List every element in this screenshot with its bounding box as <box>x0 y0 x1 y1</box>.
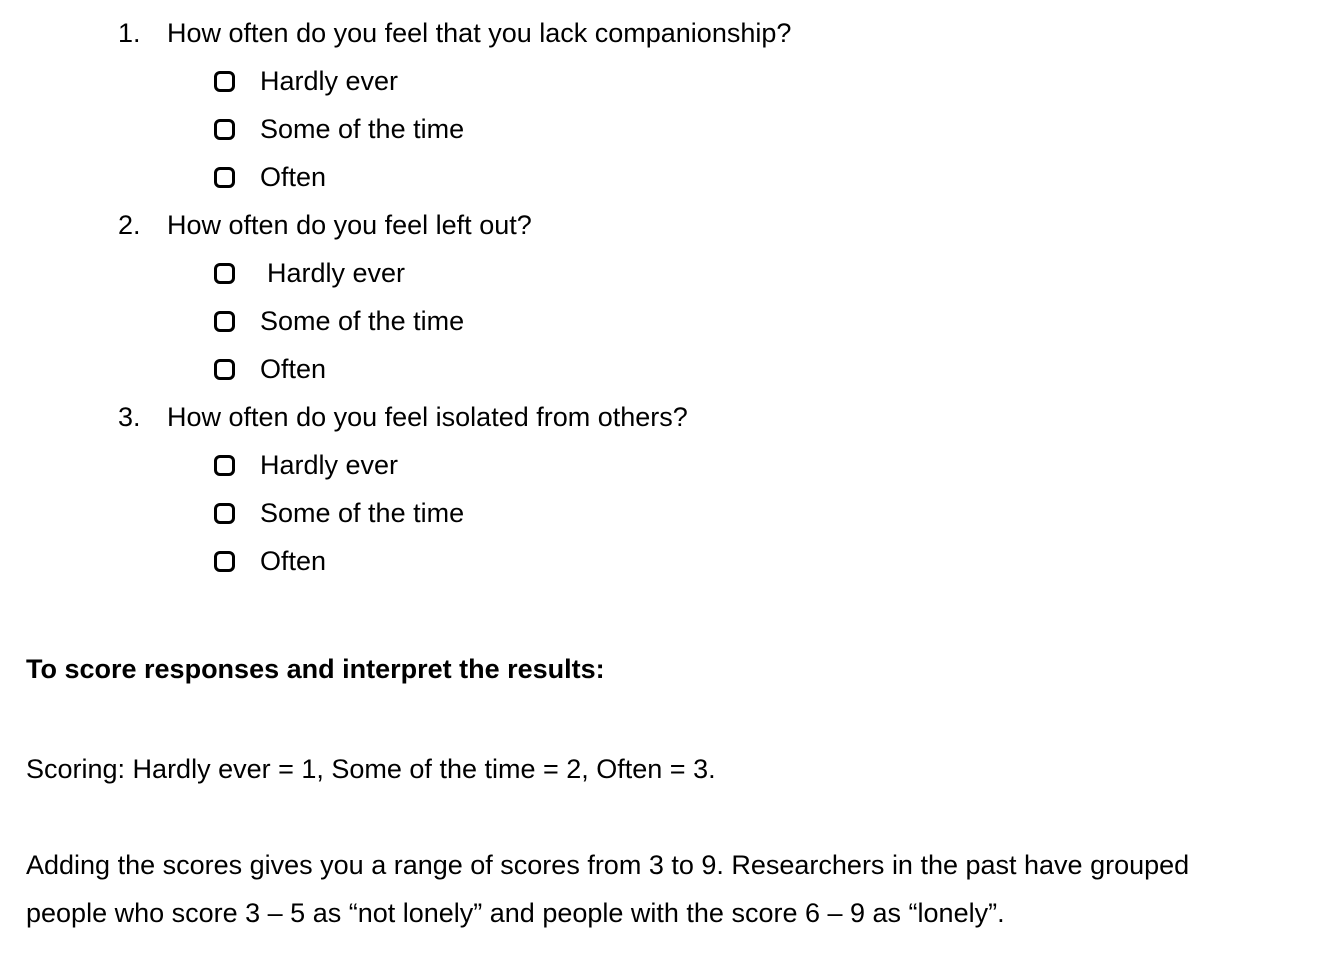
option-label: Some of the time <box>260 498 465 528</box>
scoring-heading: To score responses and interpret the results: <box>26 654 605 684</box>
checkbox[interactable] <box>214 119 235 140</box>
question-2 <box>118 209 532 241</box>
interpretation-line-1: Adding the scores gives you a range of scores from 3 to 9. Researchers in the past have grouped <box>26 850 1190 880</box>
q3-option-some-of-the-time[interactable] <box>214 497 464 529</box>
scoring-line: Scoring: Hardly ever = 1, Some of the time = 2, Often = 3. <box>26 754 716 784</box>
question-number: 3. <box>118 402 141 432</box>
question-3 <box>118 401 688 433</box>
q3-option-hardly-ever[interactable] <box>214 449 398 481</box>
q2-option-some-of-the-time[interactable] <box>214 305 464 337</box>
option-label: Hardly ever <box>260 450 399 480</box>
question-1 <box>118 17 791 49</box>
checkbox[interactable] <box>214 359 235 380</box>
checkbox[interactable] <box>214 263 235 284</box>
q2-option-often[interactable] <box>214 353 326 385</box>
option-label: Hardly ever <box>260 66 399 96</box>
checkbox[interactable] <box>214 71 235 92</box>
q3-option-often[interactable] <box>214 545 326 577</box>
option-label: Often <box>260 354 327 384</box>
checkbox[interactable] <box>214 167 235 188</box>
option-label: Often <box>260 546 327 576</box>
checkbox[interactable] <box>214 503 235 524</box>
checkbox[interactable] <box>214 551 235 572</box>
q1-option-often[interactable] <box>214 161 326 193</box>
question-number: 2. <box>118 210 141 240</box>
question-number: 1. <box>118 18 141 48</box>
checkbox[interactable] <box>214 311 235 332</box>
interpretation-line-2: people who score 3 – 5 as “not lonely” and people with the score 6 – 9 as “lonely”. <box>26 898 1005 928</box>
question-text: How often do you feel left out? <box>167 210 532 240</box>
q2-option-hardly-ever[interactable] <box>214 257 405 289</box>
checkbox[interactable] <box>214 455 235 476</box>
option-label: Some of the time <box>260 306 465 336</box>
q1-option-hardly-ever[interactable] <box>214 65 398 97</box>
question-text: How often do you feel isolated from others? <box>167 402 688 432</box>
q1-option-some-of-the-time[interactable] <box>214 113 464 145</box>
option-label: Often <box>260 162 327 192</box>
question-text: How often do you feel that you lack companionship? <box>167 18 792 48</box>
option-label: Hardly ever <box>267 258 406 288</box>
option-label: Some of the time <box>260 114 465 144</box>
